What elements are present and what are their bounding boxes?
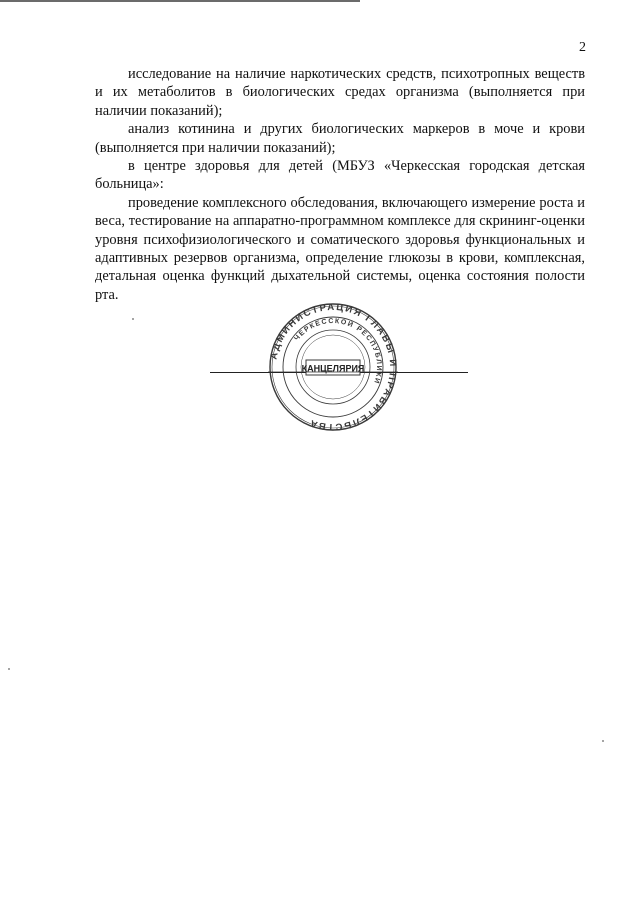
scan-speck [602, 740, 604, 742]
paragraph-drug-screening: исследование на наличие наркотических средств, психотропных веществ и их метаболитов в биологических средах организма (выполняется при наличии показаний); [95, 66, 585, 119]
paragraph-cotinine-analysis: анализ котинина и других биологических маркеров в моче и крови (выполняется при наличии показаний); [95, 121, 585, 156]
paragraph-health-center: в центре здоровья для детей (МБУЗ «Черкесская городская детская больница»: [95, 158, 585, 193]
page-number: 2 [579, 40, 586, 55]
stamp-outer-text: АДМИНИСТРАЦИЯ ГЛАВЫ И ПРАВИТЕЛЬСТВА [268, 302, 398, 432]
document-body [95, 65, 585, 304]
stamp-center-text: КАНЦЕЛЯРИЯ [301, 363, 365, 374]
scan-speck [8, 668, 10, 670]
top-edge-rule [0, 0, 360, 2]
stamp-inner-text: ЧЕРКЕССКОЙ РЕСПУБЛИКИ [293, 317, 383, 386]
office-seal-stamp [268, 302, 398, 432]
scan-speck [132, 318, 134, 320]
paragraph-comprehensive-exam: проведение комплексного обследования, включающего измерение роста и веса, тестирование на аппаратно-программном комплексе для скрининг-оценки уровня психофизиологического и соматического здоровья функциональных и адаптивных резервов организма, определение глюкозы в крови, комплексная, детальная оценка функций дыхательной системы, оценка состояния полости рта. [95, 194, 585, 303]
